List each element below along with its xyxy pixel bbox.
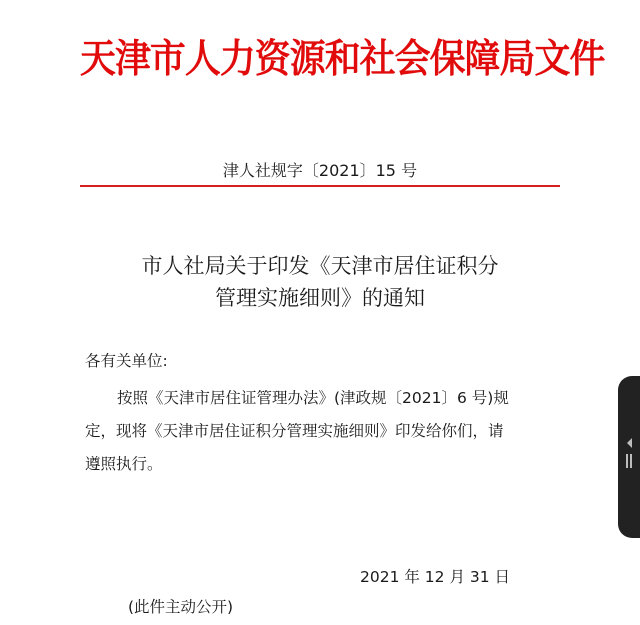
title-line-1: 市人社局关于印发《天津市居住证积分	[141, 254, 499, 278]
body-line-1: 按照《天津市居住证管理办法》(津政规〔2021〕6 号)规	[117, 389, 509, 407]
salutation: 各有关单位:	[85, 352, 168, 370]
body-paragraph	[85, 382, 557, 481]
issue-date: 2021 年 12 月 31 日	[360, 568, 511, 586]
document-title	[80, 250, 560, 314]
red-divider	[80, 185, 560, 187]
document-header: 天津市人力资源和社会保障局文件	[80, 37, 605, 82]
side-panel-toggle[interactable]	[618, 376, 640, 538]
title-line-2: 管理实施细则》的通知	[215, 286, 425, 310]
body-line-2: 定，现将《天津市居住证积分管理实施细则》印发给你们，请	[85, 422, 504, 440]
drag-handle-icon	[626, 454, 634, 468]
chevron-left-icon	[627, 438, 632, 448]
body-line-3: 遵照执行。	[85, 455, 163, 473]
document-number: 津人社规字〔2021〕15 号	[222, 161, 418, 180]
disclosure-note: (此件主动公开)	[128, 598, 234, 616]
